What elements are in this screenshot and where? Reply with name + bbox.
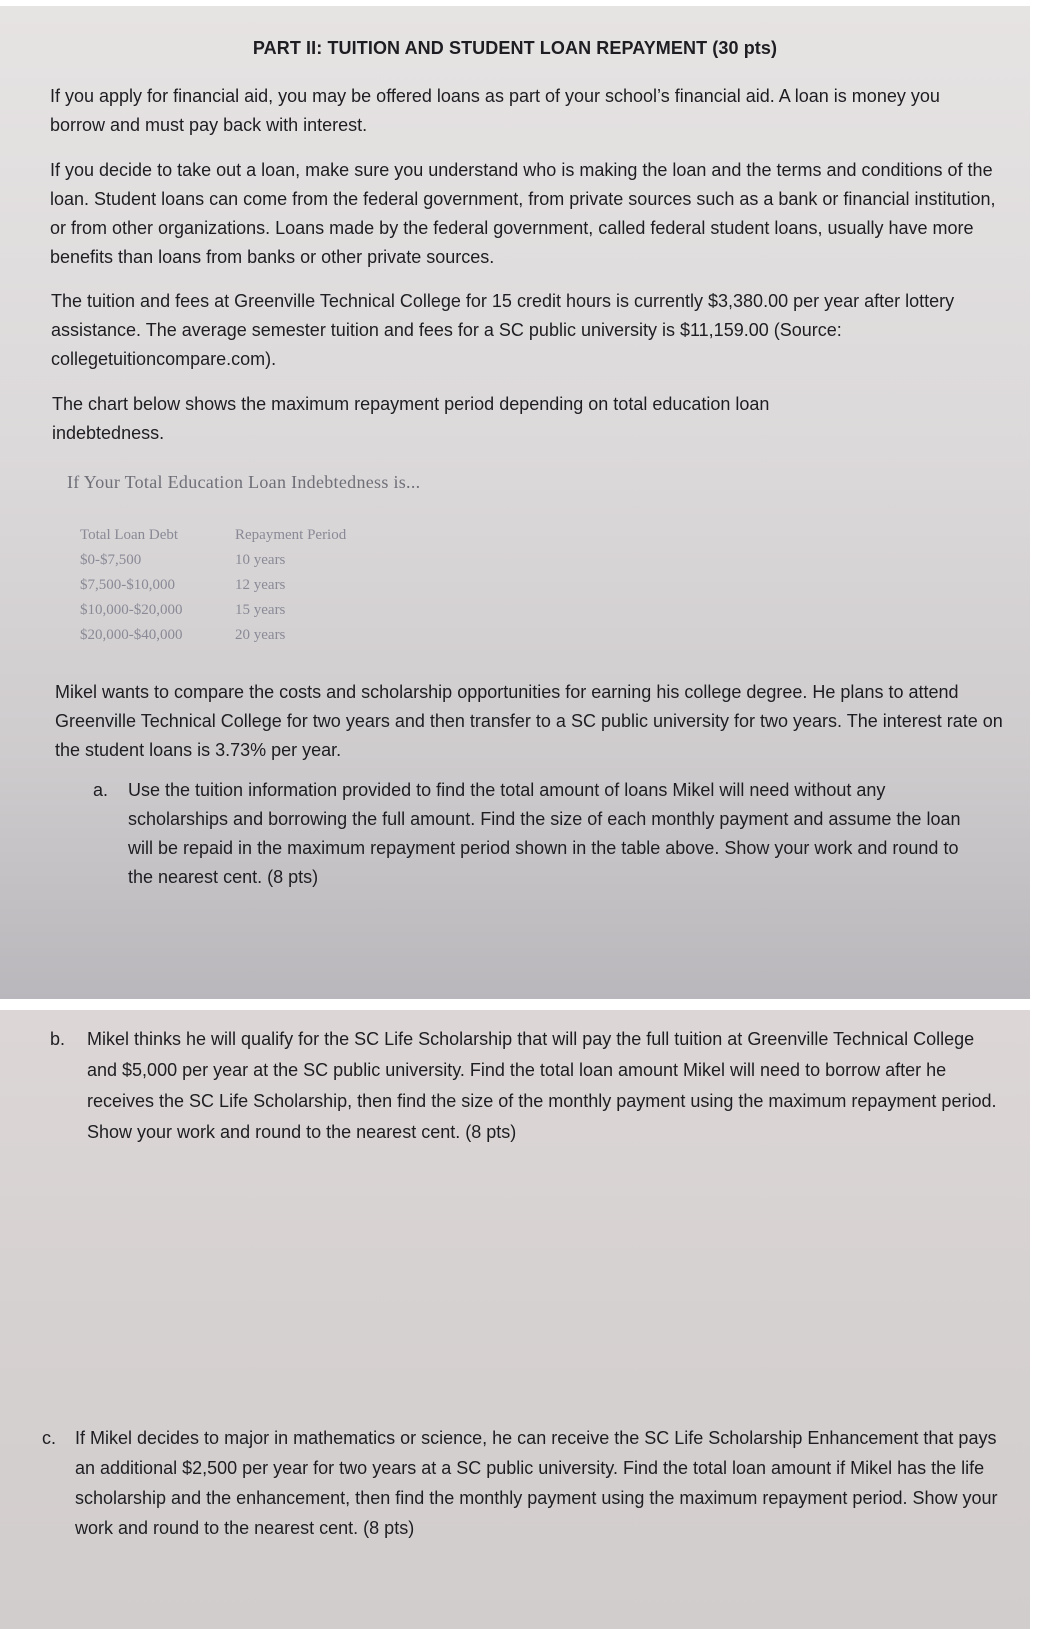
table-row [80, 623, 346, 648]
question-c [42, 1423, 1000, 1543]
debt-range-cell: $20,000-$40,000 [80, 627, 183, 643]
table-row [80, 573, 346, 598]
repayment-period-cell: 12 years [235, 577, 286, 593]
intro-paragraph-tuition: The tuition and fees at Greenville Technical College for 15 credit hours is currently $3,380.00 per year after lottery assistance. The average semester tuition and fees for a SC public university is $11,159.00 (Source: collegetuitioncompare.com). [51, 291, 955, 369]
table-heading: If Your Total Education Loan Indebtedness is... [67, 472, 421, 492]
table-row [80, 598, 346, 623]
column-header-debt: Total Loan Debt [80, 527, 179, 543]
repayment-period-cell: 20 years [235, 627, 286, 643]
page-title: PART II: TUITION AND STUDENT LOAN REPAYMENT (30 pts) [252, 38, 778, 58]
question-a-text: Use the tuition information provided to find the total amount of loans Mikel will need without any scholarships and borrowing the full amount. Find the size of each monthly payment and assume the loan will be repaid in the maximum repayment period shown in the table above. Show your work and round to the nearest cent. (8 pts) [128, 780, 961, 887]
question-b-label: b. [50, 1029, 66, 1049]
debt-range-cell: $7,500-$10,000 [80, 577, 175, 593]
debt-range-cell: $0-$7,500 [80, 552, 142, 568]
table-header-row [80, 523, 346, 548]
worksheet-page-bottom [0, 1010, 1030, 1629]
table-row [80, 548, 346, 573]
question-b [50, 1024, 1000, 1148]
debt-range-cell: $10,000-$20,000 [80, 602, 183, 618]
repayment-table [80, 523, 346, 648]
repayment-period-cell: 15 years [235, 602, 286, 618]
intro-paragraph-financial-aid: If you apply for financial aid, you may be offered loans as part of your school’s financial aid. A loan is money you borrow and must pay back with interest. [50, 86, 940, 135]
repayment-period-cell: 10 years [235, 552, 286, 568]
question-a-label: a. [93, 780, 109, 800]
question-c-label: c. [42, 1428, 57, 1448]
intro-paragraph-loan-terms: If you decide to take out a loan, make sure you understand who is making the loan and the terms and conditions of the loan. Student loans can come from the federal government, from private sources such as a bank or financial institution, or from other organizations. Loans made by the federal government, called federal student loans, usually have more benefits than loans from banks or other private sources. [50, 160, 996, 267]
question-a [93, 776, 973, 892]
question-c-text: If Mikel decides to major in mathematics or science, he can receive the SC Life Scholarship Enhancement that pays an additional $2,500 per year for two years at a SC public university. Find the total loan amount if Mikel has the life scholarship and the enhancement, then find the monthly payment using the maximum repayment period. Show your work and round to the nearest cent. (8 pts) [75, 1428, 998, 1538]
worksheet-page-top [0, 6, 1030, 999]
scenario-paragraph: Mikel wants to compare the costs and scholarship opportunities for earning his college degree. He plans to attend Greenville Technical College for two years and then transfer to a SC public university for two years. The interest rate on the student loans is 3.73% per year. [55, 682, 1003, 760]
column-header-period: Repayment Period [235, 527, 347, 543]
question-b-text: Mikel thinks he will qualify for the SC Life Scholarship that will pay the full tuition at Greenville Technical College and $5,000 per year at the SC public university. Find the total loan amount Mikel will need to borrow after he receives the SC Life Scholarship, then find the size of the monthly payment using the maximum repayment period. Show your work and round to the nearest cent. (8 pts) [87, 1029, 997, 1142]
intro-paragraph-chart: The chart below shows the maximum repayment period depending on total education loan indebtedness. [52, 394, 770, 443]
